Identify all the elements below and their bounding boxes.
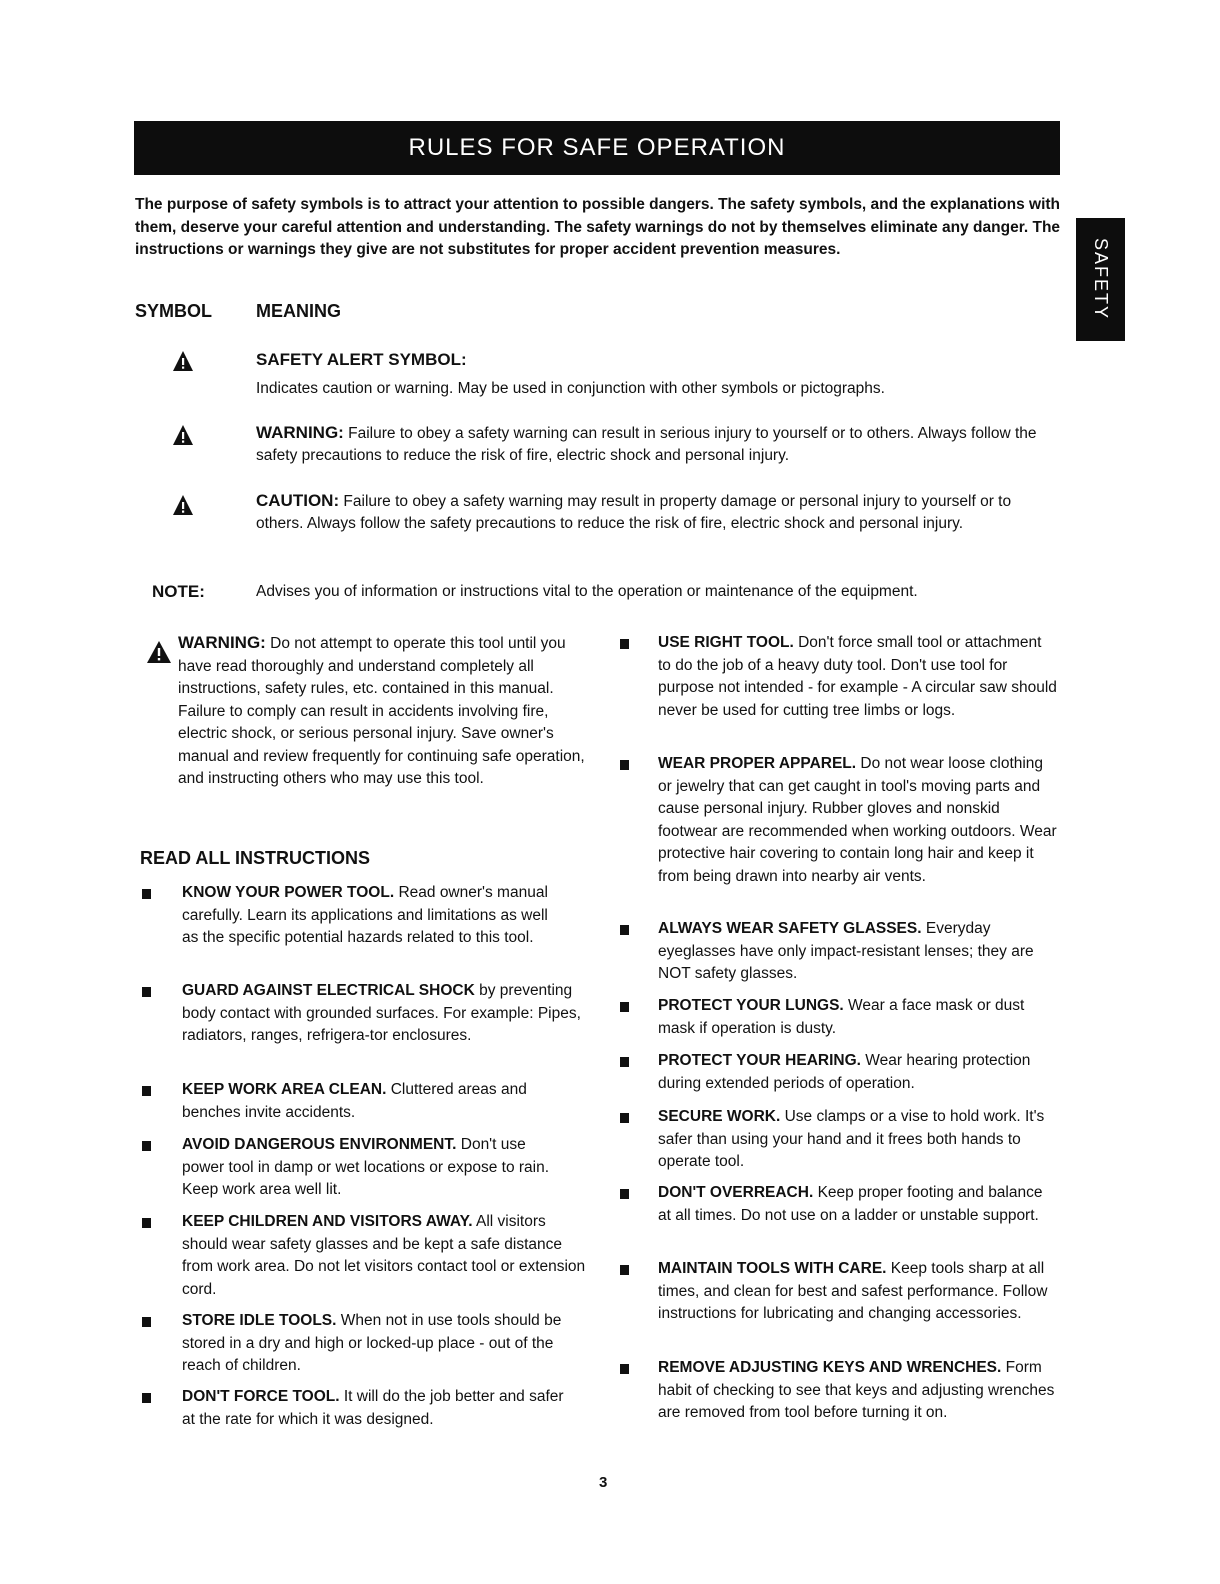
caution-text: Failure to obey a safety warning may result in property damage or personal injury to yourself or to others. Always follow the safety precautions to reduce the risk of fire, electric shock and personal injury. xyxy=(256,493,1012,532)
bullet-square-icon xyxy=(142,1086,151,1096)
note-label: NOTE: xyxy=(152,582,205,601)
bullet-square-icon xyxy=(620,760,629,770)
rule-heading: PROTECT YOUR HEARING. xyxy=(658,1052,861,1069)
read-all-instructions-heading: READ ALL INSTRUCTIONS xyxy=(140,848,371,868)
rule-heading: KNOW YOUR POWER TOOL. xyxy=(182,884,395,901)
bullet-square-icon xyxy=(620,1057,629,1067)
page-title: RULES FOR SAFE OPERATION xyxy=(408,134,786,161)
rule-text: Keep tools sharp at all times, and clean for best and safest performance. Follow instructions for lubricating and changing accessories. xyxy=(658,1260,1048,1322)
bullet-square-icon xyxy=(142,1218,151,1228)
rule-heading: REMOVE ADJUSTING KEYS AND WRENCHES. xyxy=(658,1359,1002,1376)
bullet-square-icon xyxy=(620,1113,629,1123)
warning-definition xyxy=(256,422,1056,467)
main-warning-paragraph xyxy=(178,632,598,791)
warning-text: Failure to obey a safety warning can result in serious injury to yourself or to others. Always follow the safety precautions to reduce the risk of fire, electric shock and personal injury. xyxy=(256,425,1037,464)
intro-paragraph: The purpose of safety symbols is to attract your attention to possible dangers. The safety symbols, and the explanations with them, deserve your careful attention and understanding. The safety warnings do not by themselves eliminate any danger. The instructions or warnings they give are not substitutes for proper accident prevention measures. xyxy=(135,196,1061,258)
meaning-column-header: MEANING xyxy=(256,301,341,321)
bullet-square-icon xyxy=(142,889,151,899)
rule-heading: AVOID DANGEROUS ENVIRONMENT. xyxy=(182,1136,457,1153)
bullet-square-icon xyxy=(142,1317,151,1327)
rule-text: Everyday eyeglasses have only impact-resistant lenses; they are NOT safety glasses. xyxy=(658,920,1034,982)
rule-text: Don't force small tool or attachment to do the job of a heavy duty tool. Don't use tool for purpose not intended - for example - A circular saw should never be used for cutting tree limbs or logs. xyxy=(658,634,1057,719)
rule-text: When not in use tools should be stored in a dry and high or locked-up place - out of the reach of children. xyxy=(182,1312,562,1374)
bullet-square-icon xyxy=(142,1393,151,1403)
safety-alert-title: SAFETY ALERT SYMBOL: xyxy=(256,350,467,369)
rule-text: Use clamps or a vise to hold work. It's safer than using your hand and it frees both hands to operate tool. xyxy=(658,1108,1045,1170)
rule-heading: ALWAYS WEAR SAFETY GLASSES. xyxy=(658,920,922,937)
safety-alert-text: Indicates caution or warning. May be used in conjunction with other symbols or pictographs. xyxy=(256,380,885,397)
rule-heading: USE RIGHT TOOL. xyxy=(658,634,794,651)
rule-text: All visitors should wear safety glasses and be kept a safe distance from work area. Do not let visitors contact tool or extension cord. xyxy=(182,1213,586,1298)
rule-text: by preventing body contact with grounded surfaces. For example: Pipes, radiators, ranges, refrigera-tor enclosures. xyxy=(182,982,581,1044)
bullet-square-icon xyxy=(142,987,151,997)
bullet-square-icon xyxy=(620,1189,629,1199)
rule-heading: KEEP CHILDREN AND VISITORS AWAY. xyxy=(182,1213,473,1230)
note-text: Advises you of information or instructions vital to the operation or maintenance of the equipment. xyxy=(256,583,918,600)
bullet-square-icon xyxy=(620,639,629,649)
rule-heading: MAINTAIN TOOLS WITH CARE. xyxy=(658,1260,887,1277)
caution-label: CAUTION: xyxy=(256,491,340,510)
rule-heading: WEAR PROPER APPAREL. xyxy=(658,755,857,772)
main-warning-text: Do not attempt to operate this tool until you have read thoroughly and understand completely all instructions, safety rules, etc. contained in this manual. Failure to comply can result in accidents involving fire, electric shock, or serious personal injury. Save owner's manual and review frequently for continuing safe operation, and instructing others who may use this tool. xyxy=(178,635,585,787)
rule-heading: GUARD AGAINST ELECTRICAL SHOCK xyxy=(182,982,475,999)
rule-text: It will do the job better and safer at the rate for which it was designed. xyxy=(182,1388,564,1428)
symbol-column-header: SYMBOL xyxy=(135,301,213,321)
bullet-square-icon xyxy=(620,1364,629,1374)
warning-label: WARNING: xyxy=(256,423,344,442)
rule-heading: STORE IDLE TOOLS. xyxy=(182,1312,337,1329)
rule-text: Do not wear loose clothing or jewelry that can get caught in tool's moving parts and cause personal injury. Rubber gloves and nonskid footwear are recommended when working outdoors. Wear protective hair covering to contain long hair and keep it from being drawn into nearby air vents. xyxy=(658,755,1057,885)
section-tab-safety xyxy=(1076,218,1125,341)
bullet-square-icon xyxy=(142,1141,151,1151)
bullet-square-icon xyxy=(620,925,629,935)
main-warning-triangle-icon xyxy=(146,640,172,664)
bullet-square-icon xyxy=(620,1265,629,1275)
bullet-square-icon xyxy=(620,1002,629,1012)
rule-heading: SECURE WORK. xyxy=(658,1108,781,1125)
rule-text: Wear hearing protection during extended periods of operation. xyxy=(658,1052,1031,1092)
page-title-banner xyxy=(134,121,1060,175)
rule-text: Read owner's manual carefully. Learn its applications and limitations as well as the specific potential hazards related to this tool. xyxy=(182,884,548,946)
rule-heading: DON'T OVERREACH. xyxy=(658,1184,814,1201)
caution-definition xyxy=(256,490,1056,535)
safety-alert-triangle-icon xyxy=(172,350,194,372)
caution-triangle-icon xyxy=(172,494,194,516)
rule-heading: DON'T FORCE TOOL. xyxy=(182,1388,340,1405)
rule-text: Wear a face mask or dust mask if operation is dusty. xyxy=(658,997,1025,1037)
warning-triangle-icon xyxy=(172,424,194,446)
section-tab-label: SAFETY xyxy=(1091,238,1111,321)
rule-text: Keep proper footing and balance at all times. Do not use on a ladder or unstable support. xyxy=(658,1184,1043,1224)
rule-heading: KEEP WORK AREA CLEAN. xyxy=(182,1081,387,1098)
rule-text: Form habit of checking to see that keys and adjusting wrenches are removed from tool before turning it on. xyxy=(658,1359,1055,1421)
rule-text: Cluttered areas and benches invite accidents. xyxy=(182,1081,527,1121)
main-warning-label: WARNING: xyxy=(178,633,266,652)
page-number: 3 xyxy=(599,1474,608,1491)
rule-heading: PROTECT YOUR LUNGS. xyxy=(658,997,844,1014)
rule-text: Don't use power tool in damp or wet locations or expose to rain. Keep work area well lit. xyxy=(182,1136,550,1198)
